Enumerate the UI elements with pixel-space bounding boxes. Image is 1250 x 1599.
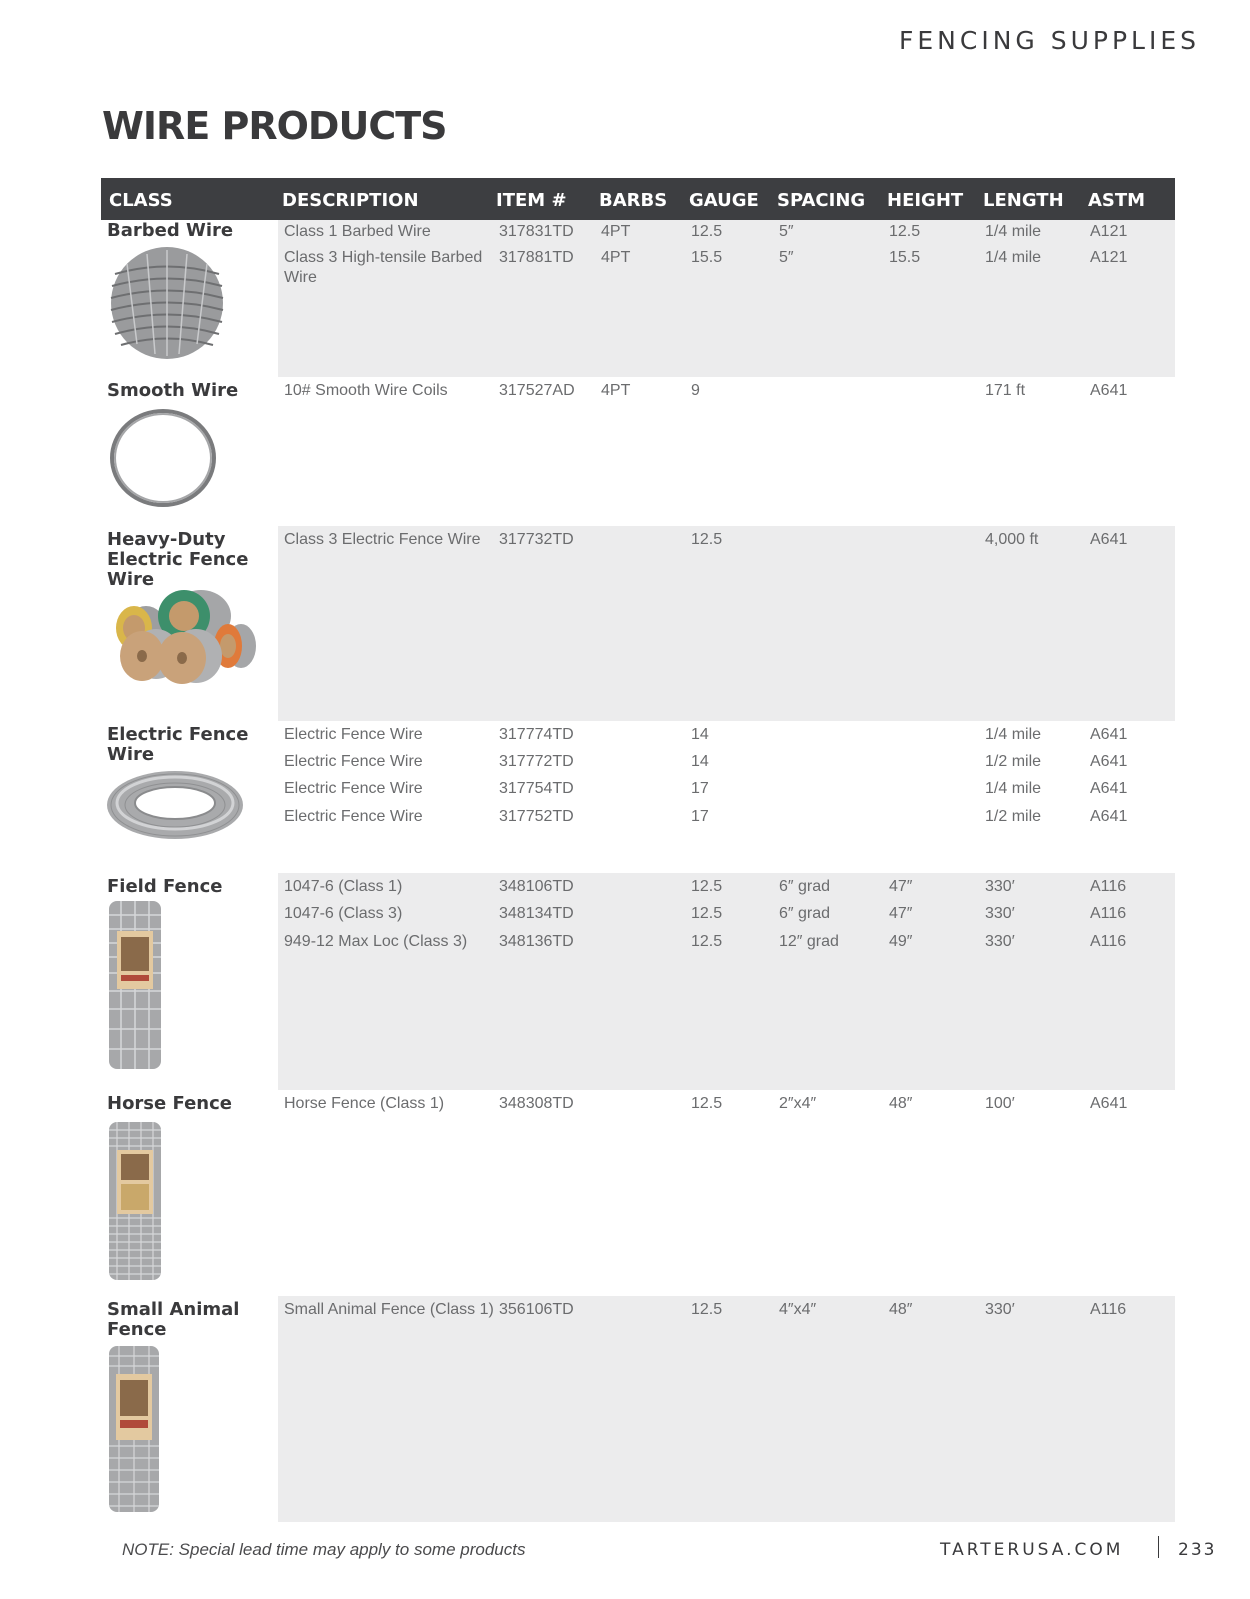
group-smooth-wire [101,377,1175,526]
table-cell: A116 [1090,1301,1127,1318]
col-astm: ASTM [1088,190,1146,211]
table-cell: Class 3 Electric Fence Wire [284,531,481,548]
group-small-animal-fence [101,1296,1175,1522]
table-cell: A641 [1090,753,1128,770]
table-cell: 317752TD [499,808,574,825]
table-cell: Small Animal Fence (Class 1) [284,1301,494,1318]
table-cell: 17 [691,780,709,797]
table-cell: 48″ [889,1301,913,1318]
table-cell: 330′ [985,905,1015,922]
table-cell: 330′ [985,1301,1015,1318]
table-cell: A641 [1090,1095,1128,1112]
table-cell: 1047-6 (Class 3) [284,905,403,922]
table-cell: 4PT [601,249,631,266]
table-cell: 1/4 mile [985,249,1042,266]
table-cell: A641 [1090,780,1128,797]
table-cell: 348136TD [499,933,574,950]
table-cell: A641 [1090,726,1128,743]
table-cell: 317831TD [499,223,574,240]
table-cell: 2″x4″ [779,1095,817,1112]
table-cell: Electric Fence Wire [284,753,423,770]
table-cell: 12.5 [691,223,723,240]
barbed-wire-coil-icon [107,244,227,362]
table-cell: Electric Fence Wire [284,780,423,797]
table-cell: 6″ grad [779,878,831,895]
electric-wire-coil-icon [105,767,245,843]
table-cell: 14 [691,753,709,770]
table-cell: Class 1 Barbed Wire [284,223,431,240]
table-cell: A116 [1090,878,1127,895]
table-cell: 348308TD [499,1095,574,1112]
class-name: Horse Fence [107,1093,232,1114]
field-fence-roll-icon [107,901,163,1069]
table-cell: 48″ [889,1095,913,1112]
page-heading: WIRE PRODUCTS [102,104,447,148]
table-cell: 15.5 [889,249,921,266]
table-cell: 9 [691,382,700,399]
table-cell: Electric Fence Wire [284,808,423,825]
wire-spools-icon [106,586,256,686]
table-cell: A641 [1090,808,1128,825]
table-cell: Class 3 High-tensile Barbed Wire [284,249,483,286]
table-cell: 100′ [985,1095,1015,1112]
table-cell: A121 [1090,249,1128,266]
wire-products-table [101,178,1175,1522]
class-name: Barbed Wire [107,220,234,241]
table-cell: 1/4 mile [985,726,1042,743]
table-cell: 949-12 Max Loc (Class 3) [284,933,468,950]
footer-divider [1158,1536,1159,1558]
table-cell: 330′ [985,933,1015,950]
table-cell: 348134TD [499,905,574,922]
table-cell: 1/4 mile [985,780,1042,797]
group-heavy-duty-electric-fence-wire [101,526,1175,721]
table-cell: 47″ [889,878,913,895]
table-cell: A641 [1090,382,1128,399]
table-cell: 12.5 [691,1095,723,1112]
class-name: Electric Fence Wire [107,724,249,765]
table-cell: 6″ grad [779,905,831,922]
table-cell: 348106TD [499,878,574,895]
table-cell: 317774TD [499,726,574,743]
table-cell: 12.5 [691,878,723,895]
table-cell: 5″ [779,223,794,240]
class-name: Field Fence [107,876,223,897]
col-length: LENGTH [983,190,1064,211]
table-cell: 12.5 [889,223,921,240]
table-cell: 171 ft [985,382,1026,399]
lead-time-note: NOTE: Special lead time may apply to some products [122,1540,526,1559]
col-barbs: BARBS [599,190,668,211]
smooth-wire-coil-icon [107,407,219,509]
table-cell: 12.5 [691,933,723,950]
table-cell: 4PT [601,223,631,240]
table-cell: 356106TD [499,1301,574,1318]
table-cell: 12″ grad [779,933,839,950]
table-cell: 317881TD [499,249,574,266]
table-header [101,178,1175,220]
col-height: HEIGHT [887,190,964,211]
col-description: DESCRIPTION [282,190,419,211]
table-cell: 12.5 [691,1301,723,1318]
table-cell: 317754TD [499,780,574,797]
class-name: Small Animal Fence [107,1299,240,1340]
group-field-fence [101,873,1175,1090]
table-cell: A641 [1090,531,1128,548]
table-cell: A116 [1090,905,1127,922]
group-barbed-wire [101,220,1175,377]
table-cell: 4,000 ft [985,531,1039,548]
table-cell: 14 [691,726,709,743]
table-cell: 12.5 [691,905,723,922]
table-cell: A116 [1090,933,1127,950]
table-cell: 1/2 mile [985,753,1042,770]
class-name: Smooth Wire [107,380,239,401]
table-cell: 12.5 [691,531,723,548]
table-cell: 317732TD [499,531,574,548]
table-cell: Electric Fence Wire [284,726,423,743]
section-title: FENCING SUPPLIES [898,26,1200,55]
table-cell: 330′ [985,878,1015,895]
table-cell: 5″ [779,249,794,266]
table-cell: 317772TD [499,753,574,770]
table-cell: 15.5 [691,249,723,266]
horse-fence-roll-icon [107,1122,163,1280]
table-cell: 1/4 mile [985,223,1042,240]
table-cell: 1047-6 (Class 1) [284,878,403,895]
footer-website: TARTERUSA.COM [940,1540,1124,1560]
page-number: 233 [1178,1540,1217,1560]
class-name: Heavy-Duty Electric Fence Wire [107,529,249,590]
group-electric-fence-wire [101,721,1175,873]
table-cell: 10# Smooth Wire Coils [284,382,448,399]
col-class: CLASS [109,190,173,211]
table-cell: 49″ [889,933,913,950]
table-cell: A121 [1090,223,1128,240]
table-cell: 317527AD [499,382,575,399]
col-gauge: GAUGE [689,190,759,211]
table-cell: 47″ [889,905,913,922]
table-cell: 1/2 mile [985,808,1042,825]
table-cell: 4PT [601,382,631,399]
table-cell: 17 [691,808,709,825]
col-item: ITEM # [496,190,567,211]
table-cell: 4″x4″ [779,1301,817,1318]
small-animal-fence-roll-icon [107,1346,161,1512]
group-horse-fence [101,1090,1175,1296]
col-spacing: SPACING [777,190,866,211]
table-cell: Horse Fence (Class 1) [284,1095,445,1112]
